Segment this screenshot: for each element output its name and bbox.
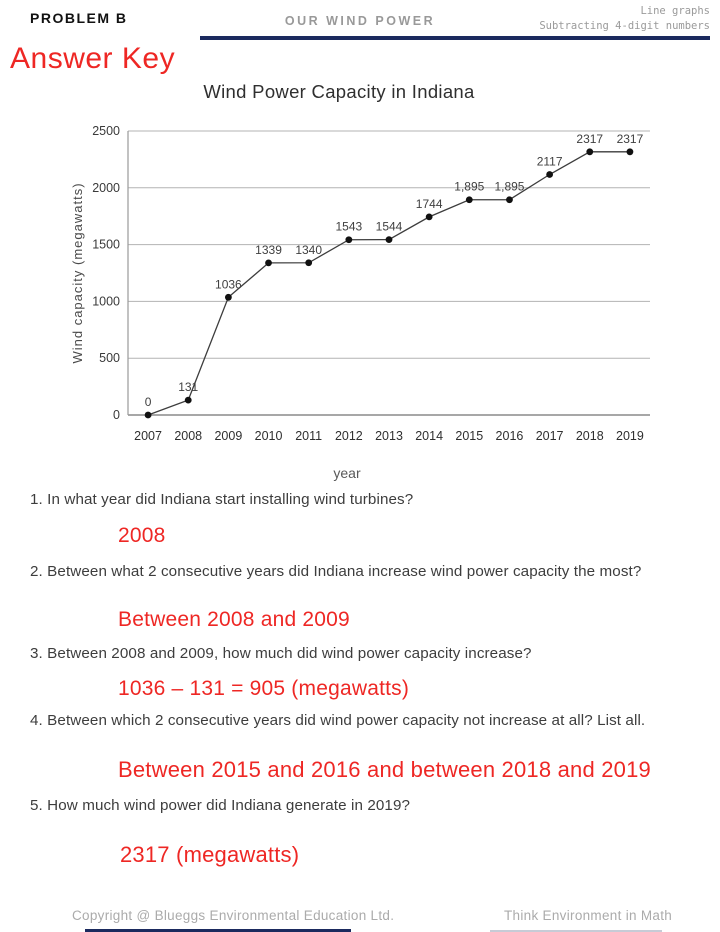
data-point [345, 236, 352, 243]
answer-2: Between 2008 and 2009 [118, 608, 350, 631]
data-label: 1339 [255, 242, 282, 257]
data-point [145, 412, 152, 419]
data-label: 1,895 [494, 179, 525, 194]
x-tick-label: 2019 [616, 429, 644, 443]
x-tick-label: 2018 [575, 429, 604, 443]
data-point [466, 196, 473, 203]
question-1: 1. In what year did Indiana start installing wind turbines? [30, 491, 414, 508]
data-point [225, 294, 232, 301]
y-tick-label: 1500 [92, 237, 120, 252]
y-tick-label: 1000 [92, 294, 120, 309]
data-label: 2117 [536, 154, 563, 169]
unit-title: OUR WIND POWER [284, 14, 436, 28]
x-tick-label: 2010 [254, 429, 283, 443]
footer-tagline: Think Environment in Math [504, 908, 673, 923]
topic-line-1: Line graphs [640, 5, 710, 17]
y-tick-label: 500 [99, 351, 120, 366]
topic-block [539, 4, 710, 34]
x-tick-label: 2008 [174, 429, 203, 443]
y-tick-label: 0 [113, 408, 120, 422]
data-label: 131 [178, 380, 199, 395]
data-label: 0 [144, 395, 152, 409]
data-label: 1036 [215, 277, 242, 292]
line-chart-svg [0, 80, 720, 485]
line-chart [0, 80, 720, 485]
data-label: 1544 [375, 219, 403, 234]
data-point [185, 397, 192, 404]
question-3: 3. Between 2008 and 2009, how much did wind power capacity increase? [30, 645, 532, 662]
x-tick-label: 2009 [214, 429, 243, 443]
x-tick-label: 2016 [495, 429, 524, 443]
y-tick-label: 2500 [92, 124, 120, 138]
x-tick-label: 2011 [295, 429, 323, 443]
answer-4: Between 2015 and 2016 and between 2018 and 2019 [118, 757, 651, 782]
data-point [265, 259, 272, 266]
x-tick-label: 2013 [375, 429, 403, 443]
y-axis-title: Wind capacity (megawatts) [70, 182, 85, 364]
data-label: 1340 [295, 242, 323, 257]
data-label: 2317 [576, 131, 604, 146]
y-tick-label: 2000 [92, 180, 120, 195]
data-label: 1543 [335, 219, 363, 234]
x-tick-label: 2012 [334, 429, 363, 443]
chart-title: Wind Power Capacity in Indiana [203, 81, 475, 102]
x-tick-label: 2014 [415, 429, 444, 443]
data-label: 1,895 [454, 179, 485, 194]
data-point [426, 213, 433, 220]
x-tick-label: 2015 [455, 429, 484, 443]
answer-5: 2317 (megawatts) [120, 842, 300, 867]
data-label: 2317 [616, 131, 644, 146]
x-axis-title: year [333, 465, 361, 481]
header-rule [200, 36, 710, 40]
answer-3: 1036 – 131 = 905 (megawatts) [118, 677, 410, 700]
answer-key-heading: Answer Key [10, 42, 176, 75]
topic-line-2: Subtracting 4-digit numbers [539, 20, 710, 32]
data-point [627, 148, 634, 155]
footer-copyright: Copyright @ Blueggs Environmental Education Ltd. [72, 908, 395, 923]
data-point [305, 259, 312, 266]
data-point [586, 148, 593, 155]
question-2: 2. Between what 2 consecutive years did Indiana increase wind power capacity the most? [30, 563, 642, 580]
data-point [546, 171, 553, 178]
answer-1: 2008 [118, 524, 166, 547]
problem-label: PROBLEM B [30, 10, 128, 26]
question-4: 4. Between which 2 consecutive years did wind power capacity not increase at all? List all. [30, 712, 646, 729]
x-tick-label: 2017 [535, 429, 564, 443]
x-tick-label: 2007 [134, 429, 162, 443]
question-5: 5. How much wind power did Indiana generate in 2019? [30, 797, 411, 814]
data-point [506, 196, 513, 203]
data-label: 1744 [415, 196, 443, 211]
data-point [386, 236, 393, 243]
